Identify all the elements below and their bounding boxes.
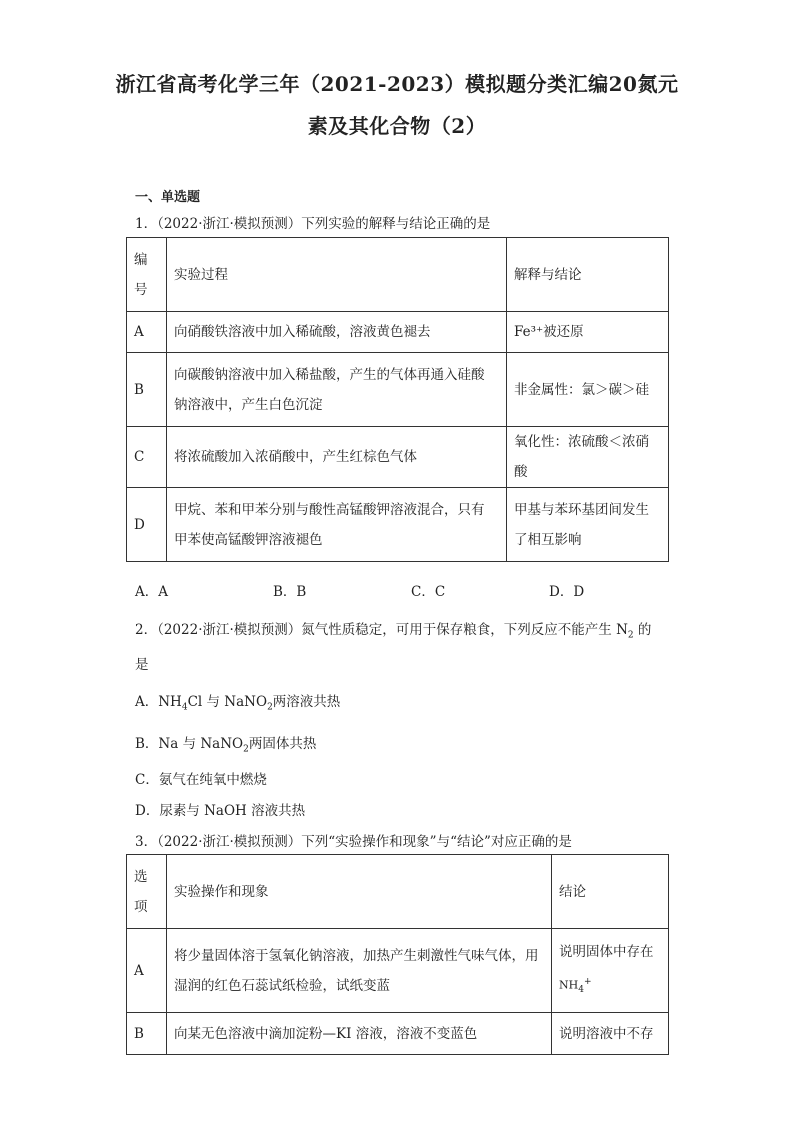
row-id: B bbox=[127, 1013, 167, 1055]
row-id: C bbox=[127, 427, 167, 488]
header-process: 实验过程 bbox=[167, 238, 507, 312]
q1-option-d[interactable]: D．D bbox=[549, 584, 585, 600]
table-header-row bbox=[127, 855, 669, 929]
header-operation: 实验操作和现象 bbox=[167, 855, 552, 929]
header-conclusion: 解释与结论 bbox=[507, 238, 669, 312]
row-conclusion: 非金属性：氯＞碳＞硅 bbox=[507, 353, 669, 427]
page-title-line2: 素及其化合物（2） bbox=[307, 114, 487, 138]
header-id: 编号 bbox=[127, 238, 167, 312]
table-header-row bbox=[127, 238, 669, 312]
question-3-table bbox=[126, 854, 669, 1055]
q2-option-d[interactable]: D．尿素与 NaOH 溶液共热 bbox=[135, 803, 306, 819]
row-id: A bbox=[127, 312, 167, 353]
table-row bbox=[127, 929, 669, 1013]
row-process: 向碳酸钠溶液中加入稀盐酸，产生的气体再通入硅酸 钠溶液中，产生白色沉淀 bbox=[167, 353, 507, 427]
table-row bbox=[127, 1013, 669, 1055]
table-row bbox=[127, 427, 669, 488]
header-conclusion: 结论 bbox=[552, 855, 669, 929]
q2-option-b[interactable]: B．Na 与 NaNO$_2$两固体共热 bbox=[135, 736, 317, 755]
row-id: B bbox=[127, 353, 167, 427]
question-1-table bbox=[126, 237, 669, 562]
q1-option-b[interactable]: B．B bbox=[273, 584, 307, 600]
row-id: A bbox=[127, 929, 167, 1013]
row-conclusion: 说明溶液中不存 bbox=[552, 1013, 669, 1055]
question-1-stem: 1．（2022·浙江·模拟预测）下列实验的解释与结论正确的是 bbox=[135, 216, 491, 232]
q1-option-c[interactable]: C．C bbox=[411, 584, 446, 600]
row-conclusion: 氧化性：浓硫酸＜浓硝酸 bbox=[507, 427, 669, 488]
row-id: D bbox=[127, 488, 167, 562]
question-3-stem: 3．（2022·浙江·模拟预测）下列“实验操作和现象”与“结论”对应正确的是 bbox=[135, 834, 572, 850]
row-process: 将浓硫酸加入浓硝酸中，产生红棕色气体 bbox=[167, 427, 507, 488]
row-process: 向硝酸铁溶液中加入稀硫酸，溶液黄色褪去 bbox=[167, 312, 507, 353]
row-operation: 向某无色溶液中滴加淀粉—KI 溶液，溶液不变蓝色 bbox=[167, 1013, 552, 1055]
q2-option-a[interactable]: A．$NH_4Cl$ 与 NaNO$_2$两溶液共热 bbox=[135, 694, 341, 713]
question-2-stem-cont: 是 bbox=[135, 657, 149, 673]
row-process: 甲烷、苯和甲苯分别与酸性高锰酸钾溶液混合，只有 甲苯使高锰酸钾溶液褪色 bbox=[167, 488, 507, 562]
row-conclusion: 甲基与苯环基团间发生 了相互影响 bbox=[507, 488, 669, 562]
row-conclusion: Fe³⁺被还原 bbox=[507, 312, 669, 353]
q2-option-c[interactable]: C．氨气在纯氧中燃烧 bbox=[135, 772, 267, 788]
table-row bbox=[127, 312, 669, 353]
row-conclusion: 说明固体中存在 $NH_4^+$ bbox=[552, 929, 669, 1013]
question-2-stem: 2．（2022·浙江·模拟预测）氮气性质稳定，可用于保存粮食，下列反应不能产生 $N_2$ 的 bbox=[135, 622, 652, 641]
page-title-line1: 浙江省高考化学三年（2021-2023）模拟题分类汇编20氮元 bbox=[115, 72, 679, 96]
section-heading: 一、单选题 bbox=[135, 190, 201, 205]
q1-option-a[interactable]: A．A bbox=[135, 584, 168, 600]
row-operation: 将少量固体溶于氢氧化钠溶液，加热产生刺激性气味气体，用 湿润的红色石蕊试纸检验，试纸变蓝 bbox=[167, 929, 552, 1013]
table-row bbox=[127, 353, 669, 427]
header-option: 选项 bbox=[127, 855, 167, 929]
table-row bbox=[127, 488, 669, 562]
